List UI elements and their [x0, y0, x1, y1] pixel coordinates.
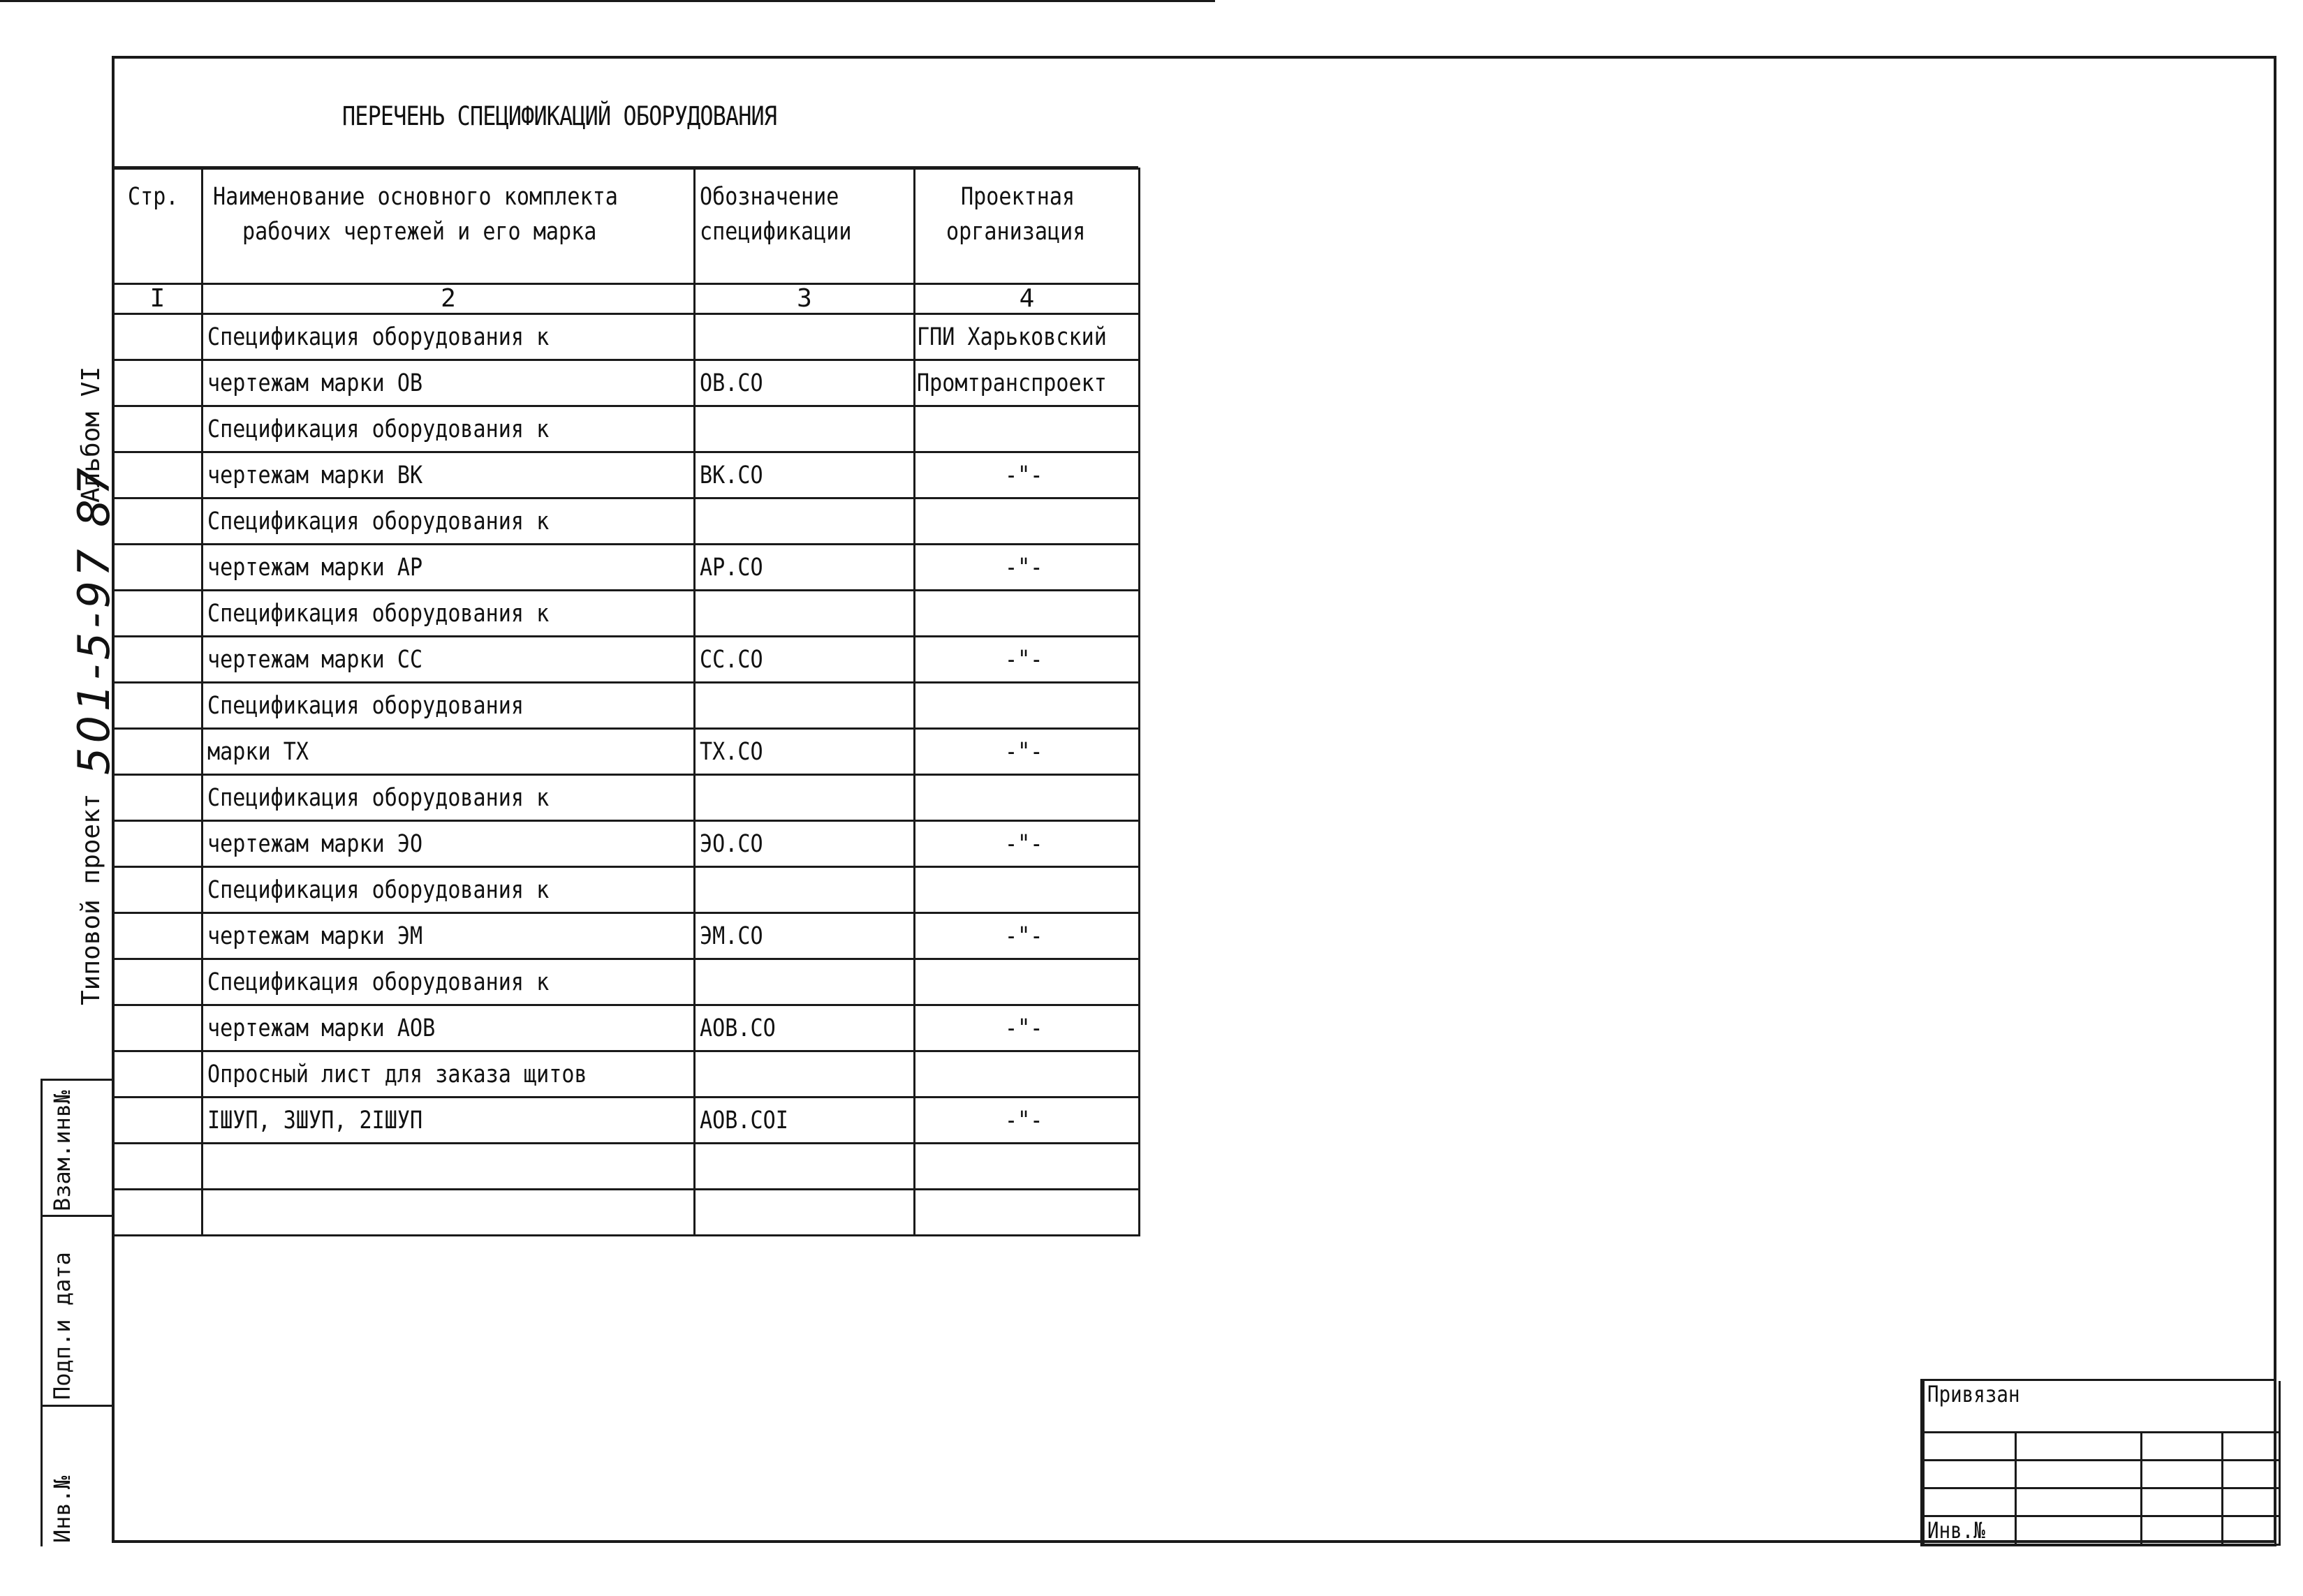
table-row	[113, 1051, 1140, 1098]
cell-name: Спецификация оборудования	[203, 683, 695, 729]
table-row	[113, 867, 1140, 913]
cell-code: АР.СО	[695, 545, 915, 591]
cell-code	[695, 406, 915, 452]
binding-stamp	[1920, 1379, 2276, 1546]
label-project-type: Типовой проект	[77, 793, 105, 1005]
header-name: Наименование основного комплекта рабочих чертежей и его марка	[203, 169, 695, 284]
cell-code: ТХ.СО	[695, 729, 915, 775]
cell-org: ГПИ Харьковский	[915, 314, 1140, 360]
cell-page	[113, 729, 203, 775]
cell-code: ЭМ.СО	[695, 913, 915, 959]
table-row	[113, 821, 1140, 867]
cell-code	[695, 1051, 915, 1098]
cell-name: чертежам марки СС	[203, 637, 695, 683]
cell-page	[113, 1190, 203, 1236]
cell-page	[113, 452, 203, 498]
cell-name: Спецификация оборудования к	[203, 498, 695, 545]
table-row	[113, 683, 1140, 729]
cell-code: ВК.СО	[695, 452, 915, 498]
cell-code: АОВ.СОI	[695, 1098, 915, 1144]
table-row	[113, 452, 1140, 498]
cell-name: чертежам марки ЭО	[203, 821, 695, 867]
cell-page	[113, 1005, 203, 1051]
cell-code	[695, 1144, 915, 1190]
column-number: 2	[203, 284, 695, 314]
cell-org: -"-	[915, 637, 1140, 683]
label-podp-data: Подп.и дата	[49, 1252, 75, 1400]
cell-org: -"-	[915, 1098, 1140, 1144]
cell-name: Спецификация оборудования к	[203, 591, 695, 637]
cell-page	[113, 1051, 203, 1098]
cell-page	[113, 959, 203, 1005]
cell-page	[113, 867, 203, 913]
cell-org	[915, 775, 1140, 821]
table-row	[113, 1190, 1140, 1236]
cell-name: чертежам марки АР	[203, 545, 695, 591]
table-row	[113, 775, 1140, 821]
table-row	[113, 913, 1140, 959]
cell-org: -"-	[915, 821, 1140, 867]
cell-page	[113, 545, 203, 591]
cell-org: -"-	[915, 452, 1140, 498]
cell-name: Спецификация оборудования к	[203, 775, 695, 821]
column-number: 3	[695, 284, 915, 314]
table-row	[113, 360, 1140, 406]
cell-name: марки ТХ	[203, 729, 695, 775]
cell-code: ОВ.СО	[695, 360, 915, 406]
cell-page	[113, 913, 203, 959]
cell-org: -"-	[915, 913, 1140, 959]
cell-org	[915, 1144, 1140, 1190]
stamp-inv-number: Инв.№	[1924, 1516, 2016, 1545]
cell-page	[113, 775, 203, 821]
table-row	[113, 1098, 1140, 1144]
cell-code: СС.СО	[695, 637, 915, 683]
side-stamp-border	[41, 1079, 43, 1546]
table-row	[113, 637, 1140, 683]
cell-org	[915, 1051, 1140, 1098]
cell-page	[113, 314, 203, 360]
cell-code	[695, 775, 915, 821]
cell-org	[915, 1190, 1140, 1236]
side-stamp-divider	[41, 1079, 112, 1081]
table-row	[113, 314, 1140, 360]
cell-page	[113, 591, 203, 637]
cell-page	[113, 360, 203, 406]
cell-page	[113, 821, 203, 867]
cell-org	[915, 867, 1140, 913]
cell-org: -"-	[915, 545, 1140, 591]
cell-name: чертежам марки ВК	[203, 452, 695, 498]
label-vzam-inv: Взам.инв№	[49, 1090, 75, 1211]
cell-page	[113, 1098, 203, 1144]
header-page: Стр.	[113, 169, 203, 284]
cell-code: АОВ.СО	[695, 1005, 915, 1051]
label-album: Альбом VI	[77, 366, 105, 503]
document-title: ПЕРЕЧЕНЬ СПЕЦИФИКАЦИЙ ОБОРУДОВАНИЯ	[342, 101, 777, 131]
column-number: 4	[915, 284, 1140, 314]
cell-code	[695, 591, 915, 637]
cell-code	[695, 1190, 915, 1236]
stamp-privyazan: Привязан	[1924, 1381, 2280, 1433]
side-stamp-divider	[41, 1405, 112, 1407]
table-row	[113, 1005, 1140, 1051]
cell-page	[113, 1144, 203, 1190]
cell-name: Спецификация оборудования к	[203, 959, 695, 1005]
cell-page	[113, 498, 203, 545]
cell-name: чертежам марки ОВ	[203, 360, 695, 406]
table-row	[113, 959, 1140, 1005]
cell-page	[113, 637, 203, 683]
cell-name	[203, 1144, 695, 1190]
scan-edge-line	[0, 0, 1215, 2]
cell-code	[695, 314, 915, 360]
cell-name: Спецификация оборудования к	[203, 406, 695, 452]
cell-org: -"-	[915, 729, 1140, 775]
table-row	[113, 591, 1140, 637]
label-project-number: 501-5-97 87	[68, 463, 119, 775]
table-header-row	[113, 169, 1140, 284]
side-stamp-divider	[41, 1215, 112, 1217]
cell-org	[915, 498, 1140, 545]
header-organization: Проектная организация	[915, 169, 1140, 284]
cell-org	[915, 959, 1140, 1005]
cell-name: чертежам марки АОВ	[203, 1005, 695, 1051]
cell-name: чертежам марки ЭМ	[203, 913, 695, 959]
table-row	[113, 406, 1140, 452]
cell-org	[915, 406, 1140, 452]
table-row	[113, 498, 1140, 545]
cell-org: Промтранспроект	[915, 360, 1140, 406]
specification-table	[112, 168, 1140, 1236]
cell-page	[113, 683, 203, 729]
cell-name: Спецификация оборудования к	[203, 867, 695, 913]
cell-code: ЭО.СО	[695, 821, 915, 867]
cell-name: Опросный лист для заказа щитов	[203, 1051, 695, 1098]
column-number-row	[113, 284, 1140, 314]
cell-name	[203, 1190, 695, 1236]
cell-name: Спецификация оборудования к	[203, 314, 695, 360]
label-inv-number: Инв.№	[49, 1475, 75, 1543]
cell-name: IШУП, 3ШУП, 2IШУП	[203, 1098, 695, 1144]
header-code: Обозначение спецификации	[695, 169, 915, 284]
cell-code	[695, 498, 915, 545]
cell-org: -"-	[915, 1005, 1140, 1051]
cell-code	[695, 867, 915, 913]
column-number: I	[113, 284, 203, 314]
cell-code	[695, 683, 915, 729]
cell-org	[915, 591, 1140, 637]
table-row	[113, 729, 1140, 775]
cell-page	[113, 406, 203, 452]
cell-code	[695, 959, 915, 1005]
table-row	[113, 545, 1140, 591]
cell-org	[915, 683, 1140, 729]
table-row	[113, 1144, 1140, 1190]
